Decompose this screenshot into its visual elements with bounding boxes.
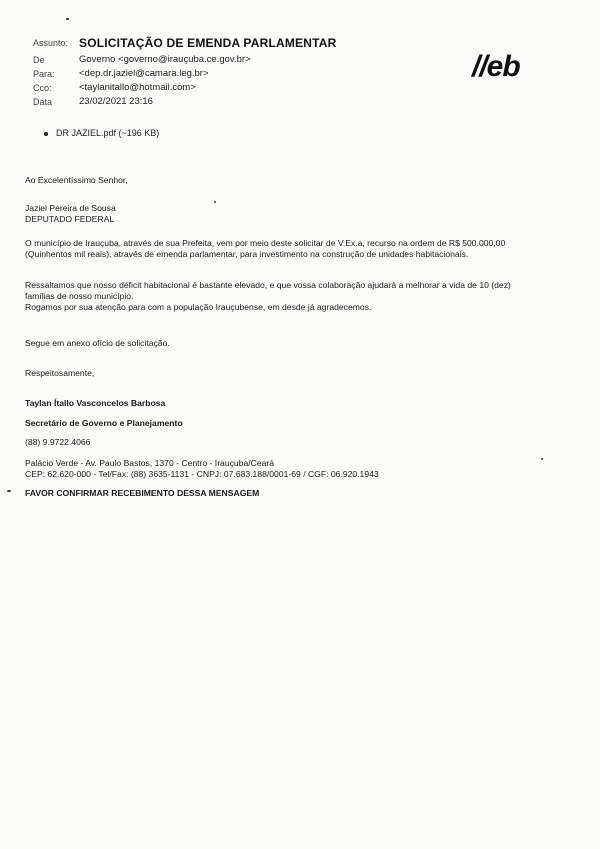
scan-speck [7, 490, 11, 492]
paragraph-2-line-3: Rogamos por sua atenção para com a população Irauçubense, em desde já agradecemos. [25, 302, 372, 312]
recipient-title: DEPUTADO FEDERAL [25, 214, 115, 224]
to-value: <dep.dr.jaziel@camara.leg.br> [79, 68, 209, 79]
bullet-icon [44, 132, 48, 136]
date-label: Data [33, 97, 53, 107]
annex-note: Segue em anexo ofício de solicitação. [25, 338, 170, 348]
signer-role: Secretário de Governo e Planejamento [25, 418, 183, 428]
request-confirmation: FAVOR CONFIRMAR RECEBIMENTO DESSA MENSAGEM [25, 488, 260, 498]
signer-name: Taylan Ítallo Vasconcelos Barbosa [25, 398, 166, 408]
subject-label: Assunto: [33, 38, 69, 48]
attachment-label: DR JAZIEL.pdf (~196 KB) [56, 128, 160, 138]
greeting: Ao Excelentíssimo Senhor, [25, 175, 128, 185]
attachment-item[interactable] [44, 128, 159, 138]
paragraph-1-line-1: O município de Irauçuba, através de sua Prefeita, vem por meio deste solicitar de V.Ex.a, recurso na ordem de R$ 500.000,00 [25, 238, 506, 248]
from-value: Governo <governo@irauçuba.ce.gov.br> [79, 54, 251, 65]
scan-speck [214, 201, 216, 203]
to-label: Para: [33, 69, 55, 79]
webmail-logo: //eb [472, 50, 520, 83]
cc-value: <taylanitallo@hotmail.com> [79, 82, 196, 93]
address-line-1: Palácio Verde - Av. Paulo Bastos, 1370 - Centro - Irauçuba/Ceará [25, 458, 275, 468]
phone: (88) 9.9722.4066 [25, 437, 91, 447]
closing: Respeitosamente, [25, 368, 95, 378]
paragraph-2-line-2: famílias de nosso município. [25, 291, 134, 301]
scan-speck [541, 458, 543, 460]
from-label: De [33, 55, 45, 65]
paragraph-1-line-2: (Quinhentos mil reais), através de emenda parlamentar, para investimento na construção de unidades habitacionais. [25, 249, 469, 259]
paragraph-2-line-1: Ressaltamos que nosso déficit habitacional é bastante elevado, e que vossa colaboração ajudará a melhorar a vida de 10 (dez) [25, 280, 511, 290]
cc-label: Cco: [33, 83, 52, 93]
subject-value: SOLICITAÇÃO DE EMENDA PARLAMENTAR [79, 36, 337, 50]
date-value: 23/02/2021 23:16 [79, 96, 153, 107]
scan-speck [66, 18, 69, 20]
address-line-2: CEP: 62.620-000 - Tel/Fax: (88) 3635-1131 - CNPJ: 07.683.188/0001-69 / CGF: 06.920.1943 [25, 469, 379, 479]
recipient-name: Jaziel Pereira de Sousa [25, 203, 116, 213]
